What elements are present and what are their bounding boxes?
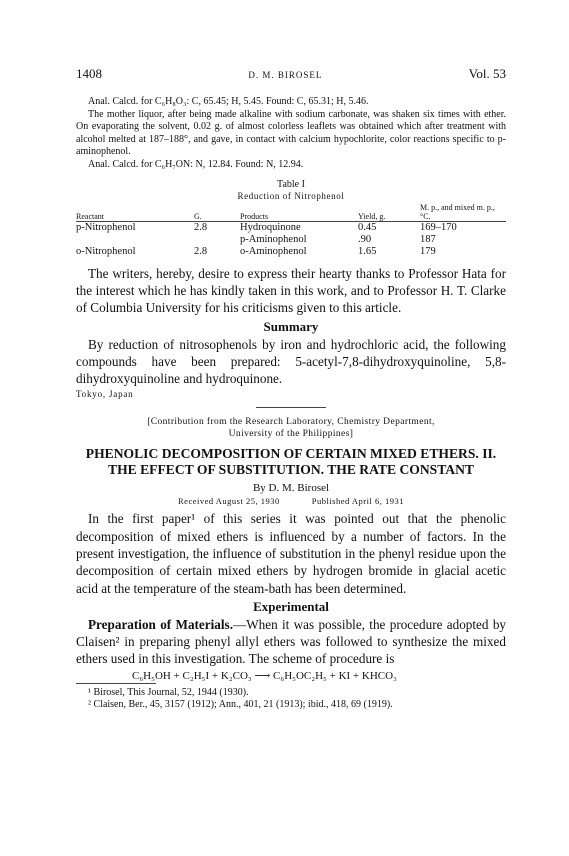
- table-cell: Hydroquinone: [240, 222, 301, 233]
- table-cell: 2.8: [194, 222, 208, 233]
- published-date: Published April 6, 1931: [311, 496, 404, 507]
- contribution-line-1: [Contribution from the Research Laboratory, Chemistry Department,: [147, 417, 435, 428]
- contribution-note: [76, 416, 506, 440]
- table-title: Table I: [277, 179, 305, 190]
- intro-block: [76, 510, 506, 596]
- table-cell: 179: [420, 246, 436, 258]
- date-line: [76, 496, 506, 506]
- table-header-cell: Products: [240, 203, 358, 222]
- footnote-2: ² Claisen, Ber., 45, 3157 (1912); Ann., 401, 21 (1913); ibid., 418, 69 (1919).: [88, 699, 393, 711]
- table-header-row: [76, 203, 506, 222]
- table-cell: 0.45: [358, 222, 377, 233]
- running-title: D. M. BIROSEL: [248, 70, 323, 80]
- table-header-cell: Reactant: [76, 203, 194, 222]
- summary-block: [76, 336, 506, 388]
- page-number: 1408: [76, 66, 102, 81]
- preparation-label: Preparation of Materials.: [88, 616, 233, 632]
- table-cell: o-Nitrophenol: [76, 246, 136, 258]
- reduction-table: [76, 203, 506, 259]
- analysis-line-1: Anal. Calcd. for C₆H₈O₃: C, 65.45; H, 5.45. Found: C, 65.31; H, 5.46.: [88, 96, 369, 107]
- mother-liquor-paragraph: The mother liquor, after being made alkaline with sodium carbonate, was shaken six times with ether. On evaporating the solvent, 0.02 g. of almost colorless leaflets was obtained which after treatment with alcohol melted at 187–188°, and gave, in contact with calcium hypochlorite, color reactions specific to p-aminophenol.: [76, 108, 506, 157]
- table-cell: [76, 234, 194, 246]
- table-cell: o-Aminophenol: [240, 246, 307, 258]
- contribution-line-2: University of the Philippines]: [228, 429, 354, 440]
- table-cell: 187: [420, 234, 436, 246]
- table-cell: p-Nitrophenol: [76, 222, 136, 233]
- footnotes: [76, 687, 506, 712]
- table-row: [76, 246, 506, 258]
- table-cell: .90: [358, 234, 372, 246]
- table-cell: 2.8: [194, 246, 208, 258]
- table-header-cell: Yield, g.: [358, 203, 420, 222]
- article-title-line-1: PHENOLIC DECOMPOSITION OF CERTAIN MIXED ETHERS. II.: [85, 446, 497, 462]
- analysis-line-2: Anal. Calcd. for C₆H₇ON: N, 12.84. Found: N, 12.94.: [88, 158, 304, 170]
- table-subtitle: Reduction of Nitrophenol: [237, 191, 345, 201]
- table-row: [76, 222, 506, 235]
- table-cell: 1.65: [358, 246, 377, 258]
- table-cell: p-Aminophenol: [240, 234, 307, 246]
- table-header-cell: M. p., and mixed m. p., °C.: [420, 203, 506, 222]
- top-experimental-block: [76, 96, 506, 171]
- journal-page: [76, 66, 506, 712]
- place-line: Tokyo, Japan: [76, 389, 134, 400]
- preparation-paragraph: [76, 616, 506, 668]
- preparation-block: [76, 616, 506, 668]
- acknowledgement-paragraph: The writers, hereby, desire to express their hearty thanks to Professor Hata for the interest which he has kindly taken in this work, and to Professor H. T. Clarke of Columbia University for his criticisms given to this article.: [76, 265, 506, 316]
- table-cell: 169–170: [420, 222, 457, 233]
- acknowledgement-block: [76, 265, 506, 317]
- running-header: [76, 66, 506, 82]
- experimental-heading: Experimental: [253, 598, 329, 614]
- summary-heading: Summary: [263, 318, 319, 334]
- article-title-line-2: THE EFFECT OF SUBSTITUTION. THE RATE CONSTANT: [108, 462, 474, 478]
- table-row: [76, 234, 506, 246]
- reaction-equation: C₆H₅OH + C₂H₅I + K₂CO₃ ⟶ C₆H₅OC₂H₅ + KI + KHCO₃: [132, 669, 397, 682]
- author-byline: By D. M. Birosel: [252, 482, 330, 495]
- table-cell: [194, 234, 240, 246]
- footnote-1: ¹ Birosel, This Journal, 52, 1944 (1930).: [88, 686, 249, 698]
- intro-paragraph: In the first paper¹ of this series it was pointed out that the phenolic decomposition of mixed ethers is influenced by a number of factors. In the present investigation, the influence of substitution in the phenyl residue upon the decomposition of certain mixed ethers by hydrogen bromide in glacial acetic acid at the temperature of the steam-bath has been determined.: [76, 511, 506, 596]
- received-date: Received August 25, 1930: [178, 496, 280, 507]
- volume-label: Vol. 53: [468, 66, 506, 81]
- table-header-cell: G.: [194, 203, 240, 222]
- article-title: [76, 446, 506, 478]
- separator-rule: [256, 407, 326, 408]
- footnote-rule: [76, 683, 156, 684]
- preparation-text: —When it was possible, the procedure adopted by Claisen² in preparing phenyl allyl ethers was followed to synthesize the mixed ethers used in this investigation. The scheme of procedure is: [76, 616, 507, 667]
- summary-paragraph: By reduction of nitrosophenols by iron and hydrochloric acid, the following compounds have been prepared: 5-acetyl-7,8-dihydroxyquinoline, 5,8-dihydroxyquinoline and hydroquinone.: [76, 336, 506, 387]
